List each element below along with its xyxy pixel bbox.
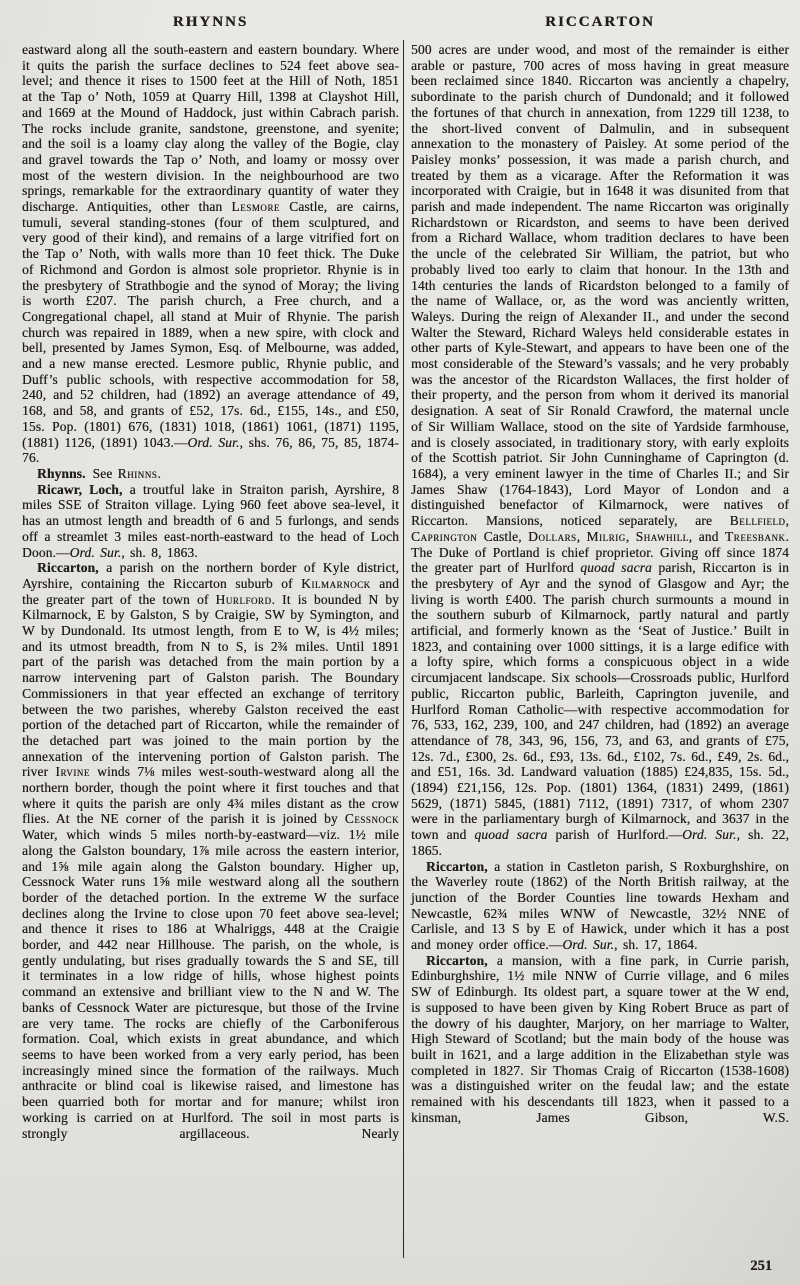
text-run: quoad sacra [474,827,548,843]
text-run: . [157,465,161,481]
text-run: a mansion, with a fine park, in Currie parish, Edinburghshire, 1½ mile NNW of Currie village, and 6 miles SW of Edinburgh. Its oldest part, a square tower at the W end, is supposed to have been given by King Robert Bruce as part of the dowry of his daughter, Marjory, on her marriage to Walter, High Steward of Scotland; but the main body of the house was built in 1621, and a large addition in the Elizabethan style was completed in 1827. Sir Thomas Craig of Riccarton (1538-1608) was a distinguished writer on the feudal law; and the estate remained with his descendants till 1823, when it passed to a kinsman, James Gibson, W.S. [411,952,789,1125]
text-run: Ord. Sur. [187,434,240,450]
text-run: parish, Riccarton is in the presbytery of Ayr and the synod of Glasgow and Ayr; the living is worth £400. The parish church surmounts a mound in the southern suburb of Kilmarnock, partly natural and partly artificial, and formerly known as the ‘Seat of Justice.’ Built in 1823, and containing over 1000 sittings, it is a large edifice with a lofty spire, which forms a conspicuous object in a wide circumjacent landscape. Six schools—Crossroads public, Hurlford public, Riccarton public, Barleith, Caprington juvenile, and Hurlford Roman Catholic—with respective accommodation for 76, 533, 162, 239, 100, and 247 children, had (1892) an average attendance of 78, 343, 96, 156, 73, and 63, and grants of £75, 12s. 7d., £300, 2s. 6d., £93, 13s. 6d., £102, 7s. 6d., £49, 2s. 6d., and £51, 16s. 3d. Landward valuation (1885) £24,835, 15s. 5d., (1894) £21,156, 12s. Pop. (1801) 1364, (1831) 2499, (1861) 5629, (1871) 5845, (1881) 7112, (1891) 7317, of whom 2307 were in the parliamentary burgh of Kilmarnock, and 3637 in the town and [411,560,789,843]
text-run: . The Duke of Portland is chief proprietor. Giving off since 1874 the greater part of Hurlford [411,528,789,576]
text-run: , [625,528,636,544]
left-column-text [22,42,399,1141]
running-header-right: RICCARTON [545,14,655,30]
entry-headword: Riccarton, [37,560,99,576]
text-run: Water, which winds 5 miles north-by-eastward—viz. 1½ mile along the Galston boundary, 1⅞ mile across the eastern interior, and 1⅝ mile again along the Galston boundary. Higher up, Cessnock Water runs 1⅝ mile westward along all the southern border of the detached portion. In the extreme W the surface declines along the Irvine to close upon 70 feet above sea-level; and thence it rises to 186 at Whalriggs, 448 at the Craigie border, and 442 near Hillhouse. The parish, on the whole, is gently undulating, but rises gradually towards the S and SE, till it terminates in a low ridge of hills, whose highest points command an extensive and brilliant view to the N and W. The banks of Cessnock Water are picturesque, but those of the Irvine are very tame. The rocks are chiefly of the Carboniferous formation. Coal, which exists in great abundance, and which seems to have been worked from a very early period, has been increasingly mined since the formation of the railways. Much anthracite or blind coal is likewise raised, and limestone has been quarried both for mortar and for manure; whilst iron working is carried on at Hurlford. The soil in most parts is strongly argillaceous. Nearly [22,827,399,1141]
text-run: Milrig [586,528,626,544]
page-number: 251 [750,1258,772,1274]
text-run: winds 7⅛ miles west-south-westward along all the northern border, though the point where it first touches and that where it quits the parish are only 4¾ miles distant as the crow flies. At the NE corner of the parish it is joined by [22,764,399,827]
entry-headword: Riccarton, [426,858,488,874]
text-run: Cessnock [344,811,399,827]
entry-paragraph [22,466,399,482]
text-run: Dollars [528,528,577,544]
text-run: Ord. Sur. [562,937,615,953]
text-run: a troutful lake in Straiton parish, Ayrshire, 8 miles SSE of Straiton village. Lying 960 feet above sea-level, it has an utmost length and breadth of 6 and 5 furlongs, and sends off a streamlet 3 miles east-north-eastward to the head of Loch Doon.— [22,481,399,560]
text-run: Castle, [477,528,529,544]
right-column [411,12,789,1126]
text-run: Hurlford [215,591,272,607]
text-run: Ord. Sur. [69,544,122,560]
entry-paragraph [411,953,789,1126]
text-run: , [785,513,789,529]
text-run: Irvine [55,764,90,780]
right-column-text [411,42,789,1126]
text-run: Bellfield [729,513,786,529]
text-run: Kilmarnock [301,575,371,591]
text-run: Rhinns [117,465,158,481]
text-run: , shs. 76, 86, 75, 85, 1874-76. [22,434,400,466]
text-run: eastward along all the south-eastern and eastern boundary. Where it quits the parish the surface declines to 524 feet above sea-level; and thence it rises to 1500 feet at the Hill of Noth, 1851 at the Tap o’ Noth, 1059 at Quarry Hill, 1398 at Clayshot Hill, and 1669 at the Mound of Haddock, just within Cabrach parish. The rocks include granite, sandstone, greenstone, and syenite; and the soil is a loamy clay along the valley of the Bogie, clay and gravel towards the Tap o’ Noth, and loamy or mossy over most of the western division. In the neighbourhood are two springs, remarkable for the extraordinary quantity of water they discharge. Antiquities, other than [22,42,399,215]
entry-paragraph [411,42,789,859]
text-run: Treesbank [724,528,786,544]
column-divider-rule [403,40,404,1258]
entry-headword: Ricawr, Loch, [37,481,123,497]
entry-paragraph [22,482,399,561]
entry-paragraph [22,560,399,1141]
text-run: quoad sacra [580,560,652,576]
text-run: Ord. Sur. [682,827,737,843]
text-run: Lesmore [231,199,280,215]
entry-paragraph [411,859,789,953]
text-run: , and [688,528,725,544]
text-run: a parish on the northern border of Kyle district, Ayrshire, containing the Riccarton suburb of [22,560,399,591]
text-run: Caprington [411,528,478,544]
text-run: parish of Hurlford.— [547,827,683,843]
text-run: and the greater part of the town of [22,575,400,607]
running-header-left: RHYNNS [172,14,249,30]
text-run: . It is bounded N by Kilmarnock, E by Galston, S by Craigie, SW by Symington, and W by Dundonald. Its utmost length, from E to W, is 4½ miles; and its utmost breadth, from N to S, is 2¾ miles. Until 1891 part of the parish was detached from the main portion by a narrow intervening part of Galston parish. The Boundary Commissioners in that year effected an exchange of territory between the two parishes, whereby Galston received the east portion of the detached part of Riccarton, while the remainder of the detached part was joined to the main portion by the annexation of the intervening portion of Galston parish. The river [22,591,400,780]
text-run: Shawhill [635,528,689,544]
entry-headword: Rhynns. [37,465,86,481]
text-run: , sh. 22, 1865. [411,827,790,858]
text-run: Castle, are cairns, tumuli, several standing-stones (four of them sculptured, and very good of their kind), and remains of a large vitrified fort on the Tap o’ Noth, with walls more than 10 feet thick. The Duke of Richmond and Gordon is almost sole proprietor. Rhynie is in the presbytery of Strathbogie and the synod of Moray; the living is worth £207. The parish church, a Free church, and a Congregational chapel, all stand at Muir of Rhynie. The parish church was repaired in 1889, when a new spire, with clock and bell, presented by James Symon, Esq. of Melbourne, was added, and a new manse erected. Lesmore public, Rhynie public, and Duff’s public schools, with respective accommodation for 58, 240, and 52 children, had (1892) an average attendance of 49, 168, and 58, and grants of £52, 17s. 6d., £155, 14s., and £50, 15s. Pop. (1801) 676, (1831) 1018, (1861) 1061, (1871) 1195, (1881) 1126, (1891) 1043.— [22,199,399,450]
text-run: , [576,528,587,544]
entry-headword: Riccarton, [426,952,488,968]
text-run: , sh. 17, 1864. [614,937,698,953]
text-run: , sh. 8, 1863. [121,544,198,560]
entry-paragraph [22,42,399,466]
left-column [22,12,399,1141]
text-run: a station in Castleton parish, S Roxburghshire, on the Waverley route (1862) of the North British railway, at the junction of the Border Counties line towards Hexham and Newcastle, 62¾ miles WNW of Newcastle, 32½ NNE of Carlisle, and 13 S by E of Hawick, under which it has a post and money order office.— [411,858,789,953]
text-run: 500 acres are under wood, and most of the remainder is either arable or pasture, 700 acres of moss having in great measure been reclaimed since 1840. Riccarton was anciently a chapelry, subordinate to the parish church of Dundonald; and it followed the fortunes of that church in annexation, from 1229 till 1238, to the short-lived convent of Dalmulin, and in subsequent annexation to the monastery of Paisley. At some period of the Paisley monks’ possession, it was made a parish church, and treated by them as a vicarage. After the Reformation it was incorporated with Craigie, but in 1648 it was disunited from that parish and made independent. The name Riccarton was originally Richardstown or Ricardston, and seems to have been derived from a Richard Wallace, whom tradition declares to have been the uncle of the celebrated Sir William, the patriot, but who probably lived too early to claim that honour. In the 13th and 14th centuries the lands of Ricardston belonged to a family of the name of Wallace, or, as the word was anciently written, Waleys. During the reign of Alexander II., and under the second Walter the Steward, Richard Waleys held considerable estates in other parts of Kyle-Stewart, and appears to have been one of the most considerable of the Steward’s vassals; and he very probably was the ancestor of the Ricardston Wallaces, the first holder of their property, and the person from whom it derived its manorial designation. A seat of Sir Ronald Crawford, the maternal uncle of Sir William Wallace, stood on the site of Yardside farmhouse, and is closely associated, in traditionary story, with early exploits of the Scottish patriot. Sir John Cunninghame of Caprington (d. 1684), a very eminent lawyer in the time of Charles II.; and Sir James Shaw (1764-1843), Lord Mayor of London and a distinguished benefactor of Kilmarnock, were natives of Riccarton. Mansions, noticed separately, are [411,42,789,529]
text-run: See [85,465,118,481]
